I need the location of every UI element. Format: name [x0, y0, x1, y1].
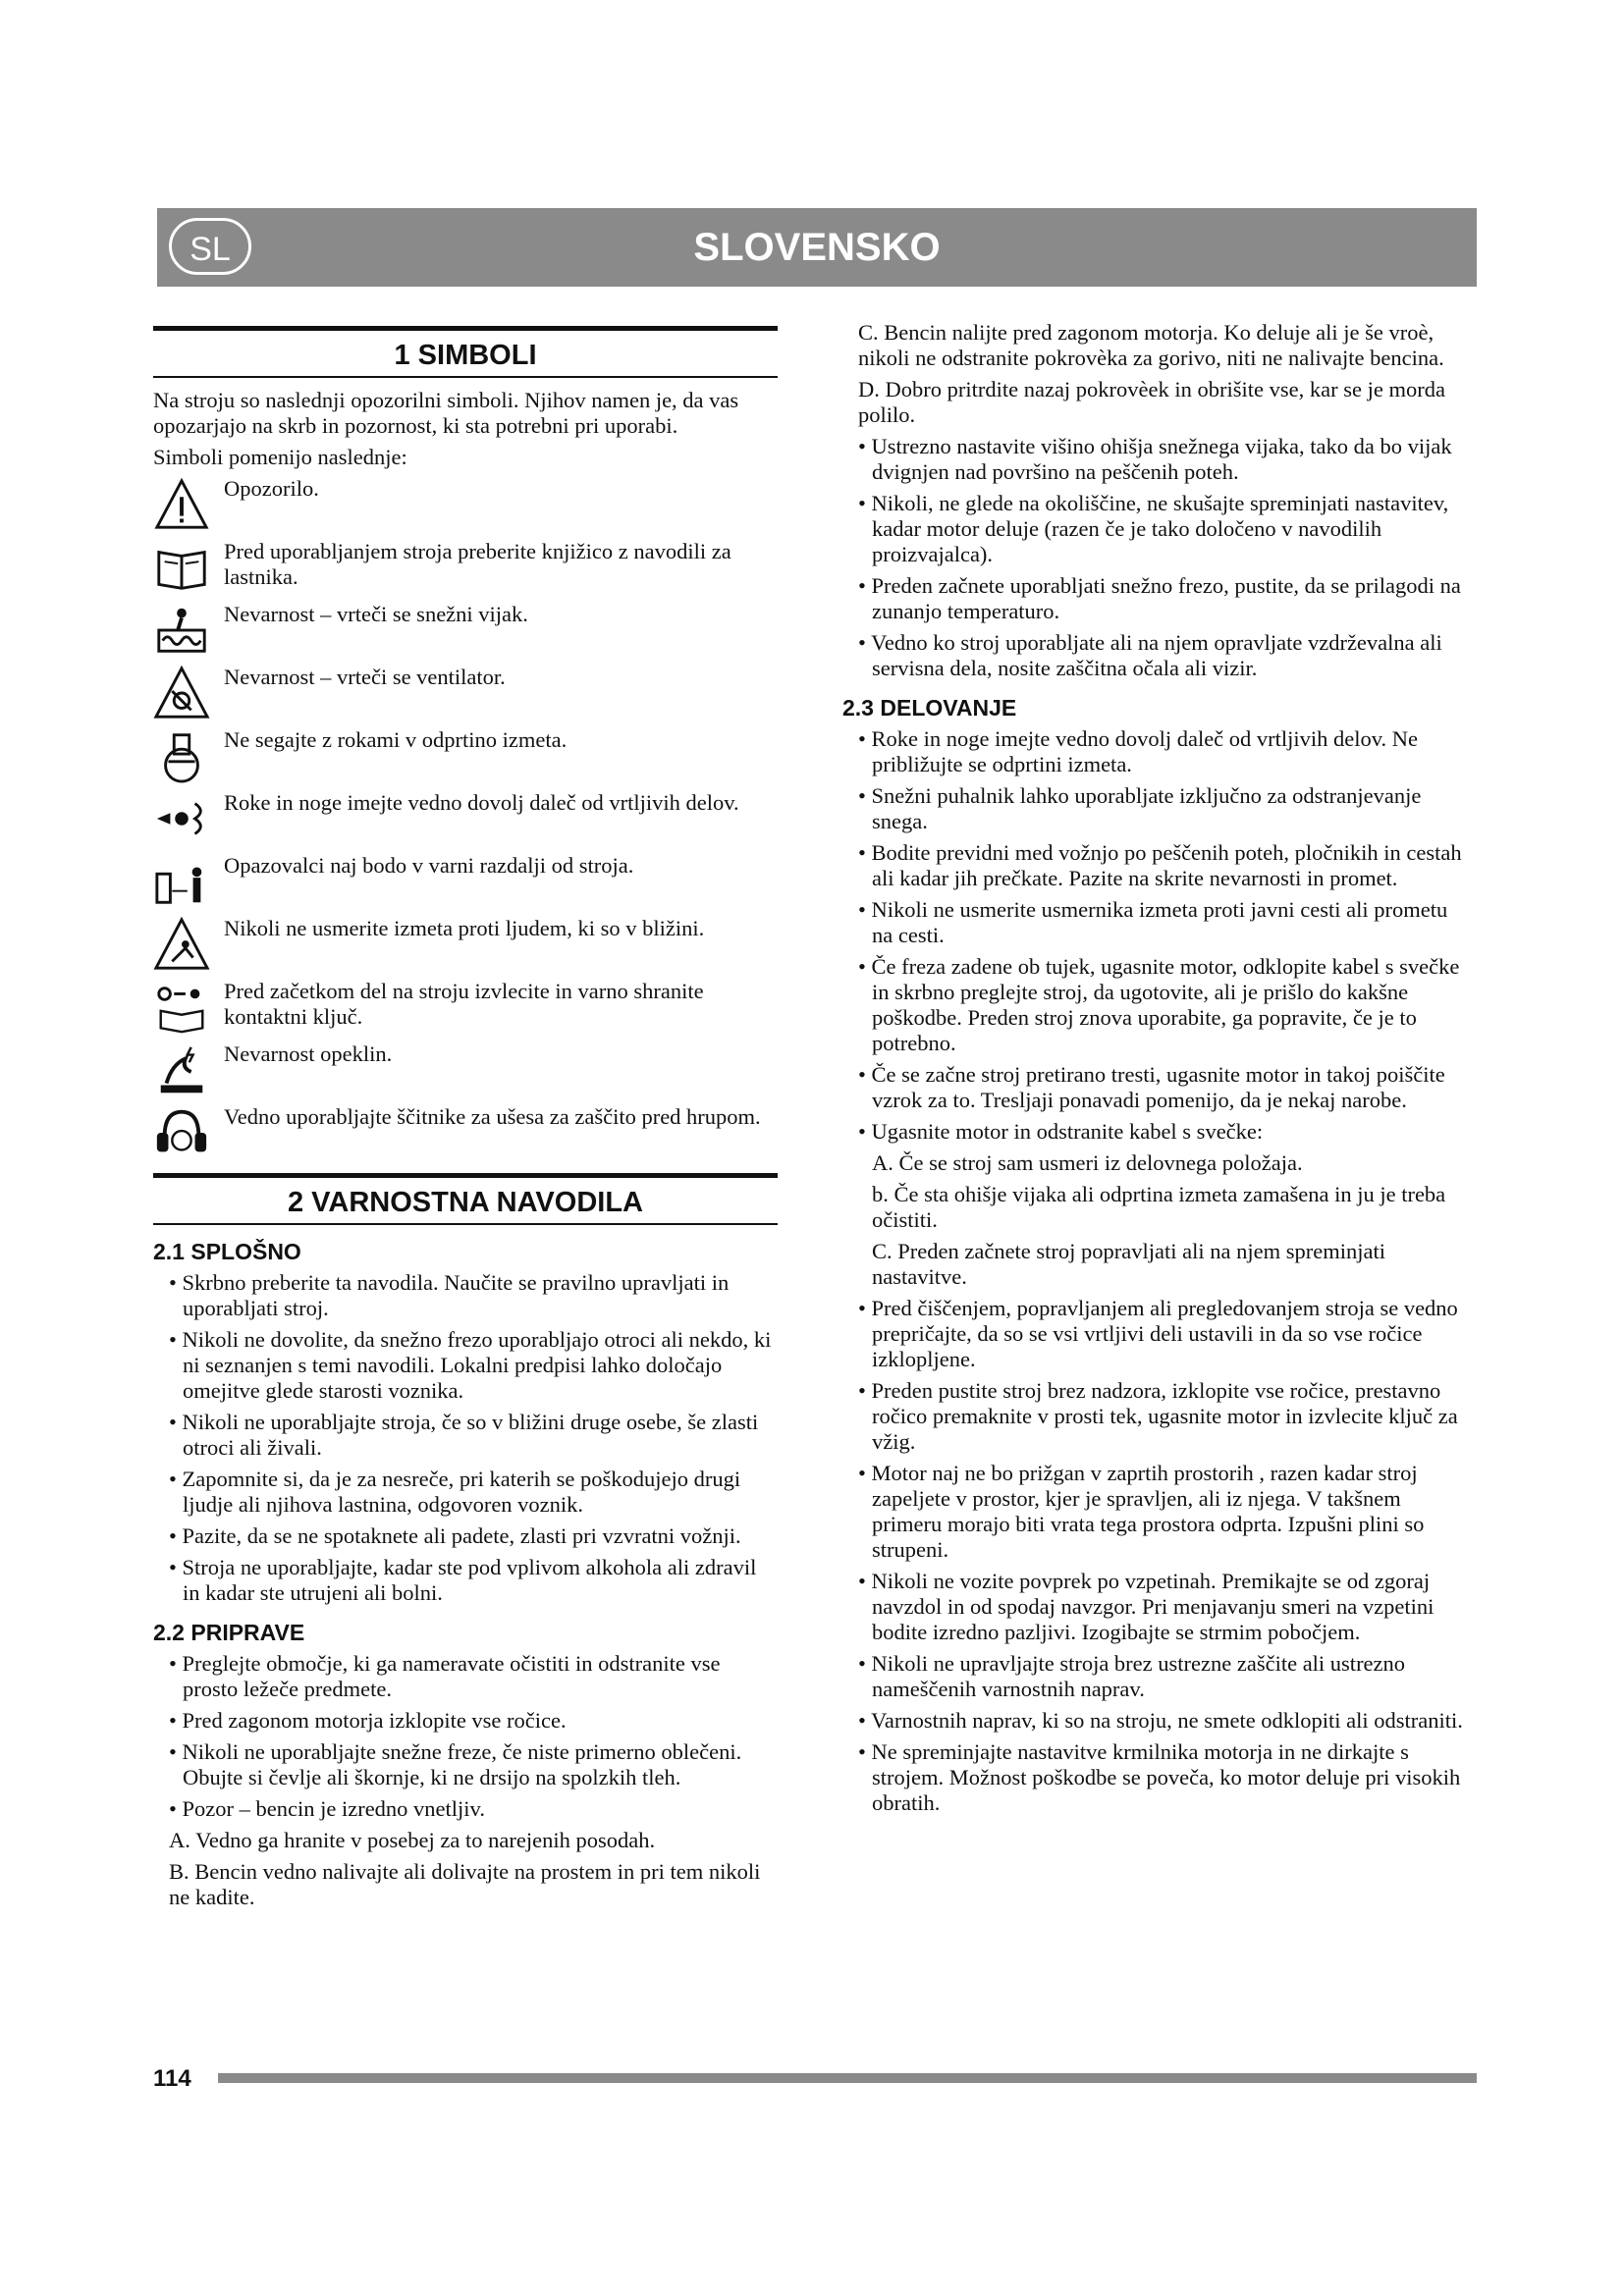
auger-hazard-icon [153, 602, 214, 659]
symbol-text: Nevarnost opeklin. [224, 1041, 393, 1066]
sub-list-item: A. Vedno ga hranite v posebej za to narejenih posodah. [169, 1828, 656, 1852]
list-item: • Nikoli ne usmerite usmernika izmeta proti javni cesti ali prometu na cesti. [858, 897, 1448, 947]
section-title-symbols: 1 SIMBOLI [153, 326, 778, 378]
page-title: SLOVENSKO [693, 226, 941, 269]
hands-feet-icon [153, 790, 214, 847]
symbol-row [153, 476, 778, 533]
symbols-intro: Na stroju so naslednji opozorilni simboli. Njihov namen je, da vas opozarjajo na skrb in pozornost, ki sta potrebni pri uporabi. [153, 388, 739, 438]
symbol-row [153, 916, 778, 973]
symbol-row [153, 790, 778, 847]
list-item: • Pred čiščenjem, popravljanjem ali pregledovanjem stroja se vedno prepričajte, da so se vsi vrtljivi deli ustavili in da so vse ročice izklopljene. [858, 1296, 1458, 1371]
list-item: • Nikoli ne uporabljajte stroja, če so v bližini druge osebe, še zlasti otroci ali živali. [169, 1410, 759, 1460]
symbol-text: Pred začetkom del na stroju izvlecite in varno shranite kontaktni ključ. [224, 979, 704, 1029]
list-item: • Varnostnih naprav, ki so na stroju, ne smete odklopiti ali odstraniti. [858, 1708, 1463, 1733]
list-item: • Ne spreminjajte nastavitve krmilnika motorja in ne dirkajte s strojem. Možnost poškodbe se poveča, ko motor deluje pri visokih obratih. [858, 1739, 1461, 1815]
list-item: • Nikoli ne uporabljajte snežne freze, če niste primerno oblečeni. Obujte si čevlje ali škornje, ki ne drsijo na spolzkih tleh. [169, 1739, 742, 1789]
list-item: • Snežni puhalnik lahko uporabljate izključno za odstranjevanje snega. [858, 783, 1422, 833]
list-item: • Motor naj ne bo prižgan v zaprtih prostorih , razen kadar stroj zapeljete v prostor, kjer je spravljen, ali iz njega. V takšnem primeru morajo biti vrata tega prostora odprta. Izpušni plini so strupeni. [858, 1461, 1425, 1562]
symbol-text: Opozorilo. [224, 476, 319, 501]
list-item: • Nikoli, ne glede na okoliščine, ne skušajte spreminjati nastavitev, kadar motor deluje (razen če je tako določeno v navodilih proizvajalca). [858, 491, 1449, 566]
symbol-text: Ne segajte z rokami v odprtino izmeta. [224, 727, 568, 752]
symbol-text: Pred uporabljanjem stroja preberite knjižico z navodili za lastnika. [224, 539, 731, 589]
symbol-row [153, 1104, 778, 1161]
left-column [153, 326, 778, 1916]
list-item: • Če se začne stroj pretirano tresti, ugasnite motor in takoj poiščite vzrok za to. Tresljaji ponavadi pomenijo, da je nekaj narobe. [858, 1062, 1445, 1112]
symbols-intro-2: Simboli pomenijo naslednje: [153, 445, 407, 469]
ear-protection-icon [153, 1104, 214, 1161]
list-item: • Ustrezno nastavite višino ohišja snežnega vijaka, tako da bo vijak dvignjen nad površino na peščenih poteh. [858, 434, 1452, 484]
list-item: • Stroja ne uporabljajte, kadar ste pod vplivom alkohola ali zdravil in kadar ste utrujeni ali bolni. [169, 1555, 757, 1605]
burn-hazard-icon [153, 1041, 214, 1098]
list-item: • Ugasnite motor in odstranite kabel s svečke: [858, 1119, 1264, 1144]
symbol-text: Roke in noge imejte vedno dovolj daleč od vrtljivih delov. [224, 790, 739, 815]
symbol-row [153, 539, 778, 596]
list-item: • Roke in noge imejte vedno dovolj daleč od vrtljivih delov. Ne približujte se odprtini izmeta. [858, 726, 1419, 776]
list-item: • Pred zagonom motorja izklopite vse ročice. [169, 1708, 567, 1733]
sub-list-item: A. Če se stroj sam usmeri iz delovnega položaja. [872, 1150, 1303, 1175]
sub-list-item: C. Preden začnete stroj popravljati ali na njem spreminjati nastavitve. [872, 1239, 1385, 1289]
list-item: • Vedno ko stroj uporabljate ali na njem opravljate vzdrževalna ali servisna dela, nosite zaščitna očala ali vizir. [858, 630, 1442, 680]
list-item: • Nikoli ne vozite povprek po vzpetinah. Premikajte se od zgoraj navzdol in od spodaj navzgor. Pri menjavanju smeri na vzpetini bodite izredno pazljivi. Izogibajte se strmim pobočjem. [858, 1569, 1435, 1644]
fan-hazard-icon [153, 665, 214, 721]
subsection-title: 2.3 DELOVANJE [842, 695, 1017, 721]
symbol-row [153, 1041, 778, 1098]
list-item: • Zapomnite si, da je za nesreče, pri katerih se poškodujejo drugi ljudje ali njihova lastnina, odgovoren voznik. [169, 1467, 741, 1517]
discharge-people-icon [153, 916, 214, 973]
list-item: • Nikoli ne upravljajte stroja brez ustrezne zaščite ali ustrezno nameščenih varnostnih naprav. [858, 1651, 1406, 1701]
list-item: • Če freza zadene ob tujek, ugasnite motor, odklopite kabel s svečke in skrbno preglejte stroj, da ugotovite, ali je prišlo do kakšne poškodbe. Preden stroj znova uporabite, ga popravite, če je to potrebno. [858, 954, 1460, 1055]
list-item: • Nikoli ne dovolite, da snežno frezo uporabljajo otroci ali nekdo, ki ni seznanjen s temi navodili. Lokalni predpisi lahko določajo omejitve glede starosti voznika. [169, 1327, 772, 1403]
list-item: • Bodite previdni med vožnjo po peščenih poteh, pločnikih in cestah ali kadar jih prečkate. Pazite na skrite nevarnosti in promet. [858, 840, 1462, 890]
list-item: • Preden začnete uporabljati snežno frezo, pustite, da se prilagodi na zunanjo temperaturo. [858, 573, 1461, 623]
remove-key-icon [153, 979, 214, 1036]
footer-bar [218, 2073, 1477, 2083]
list-item: • Pazite, da se ne spotaknete ali padete, zlasti pri vzvratni vožnji. [169, 1523, 741, 1548]
right-column [842, 320, 1465, 1822]
symbol-text: Opazovalci naj bodo v varni razdalji od stroja. [224, 853, 634, 878]
symbol-row [153, 979, 778, 1036]
manual-book-icon [153, 539, 214, 596]
section-title-safety: 2 VARNOSTNA NAVODILA [153, 1173, 778, 1225]
subsection-title: 2.1 SPLOŠNO [153, 1239, 301, 1264]
page-number: 114 [153, 2065, 191, 2092]
sub-list-item: D. Dobro pritrdite nazaj pokrovèek in obrišite vse, kar se je morda polilo. [858, 377, 1445, 427]
symbol-text: Nevarnost – vrteči se ventilator. [224, 665, 506, 689]
symbol-text: Nevarnost – vrteči se snežni vijak. [224, 602, 528, 626]
subsection-title: 2.2 PRIPRAVE [153, 1620, 305, 1645]
symbol-row [153, 602, 778, 659]
list-item: • Preglejte območje, ki ga nameravate očistiti in odstranite vse prosto ležeče predmete. [169, 1651, 721, 1701]
language-badge: SL [169, 218, 251, 275]
discharge-hand-icon [153, 727, 214, 784]
list-item: • Preden pustite stroj brez nadzora, izklopite vse ročice, prestavno ročico premaknite v prosti tek, ugasnite motor in izvlecite ključ za vžig. [858, 1378, 1458, 1454]
list-item: • Skrbno preberite ta navodila. Naučite se pravilno upravljati in uporabljati stroj. [169, 1270, 730, 1320]
sub-list-item: b. Če sta ohišje vijaka ali odprtina izmeta zamašena in ju je treba očistiti. [872, 1182, 1446, 1232]
sub-list-item: C. Bencin nalijte pred zagonom motorja. Ko deluje ali je še vroè, nikoli ne odstranite pokrovèka za gorivo, niti ne nalivajte bencina. [858, 320, 1444, 370]
list-item: • Pozor – bencin je izredno vnetljiv. [169, 1796, 485, 1821]
bystander-distance-icon [153, 853, 214, 910]
symbol-row [153, 853, 778, 910]
symbol-row [153, 665, 778, 721]
symbol-row [153, 727, 778, 784]
sub-list-item: B. Bencin vedno nalivajte ali dolivajte na prostem in pri tem nikoli ne kadite. [169, 1859, 761, 1909]
warning-triangle-icon [153, 476, 214, 533]
symbol-text: Vedno uporabljajte ščitnike za ušesa za zaščito pred hrupom. [224, 1104, 761, 1129]
symbol-text: Nikoli ne usmerite izmeta proti ljudem, ki so v bližini. [224, 916, 705, 940]
